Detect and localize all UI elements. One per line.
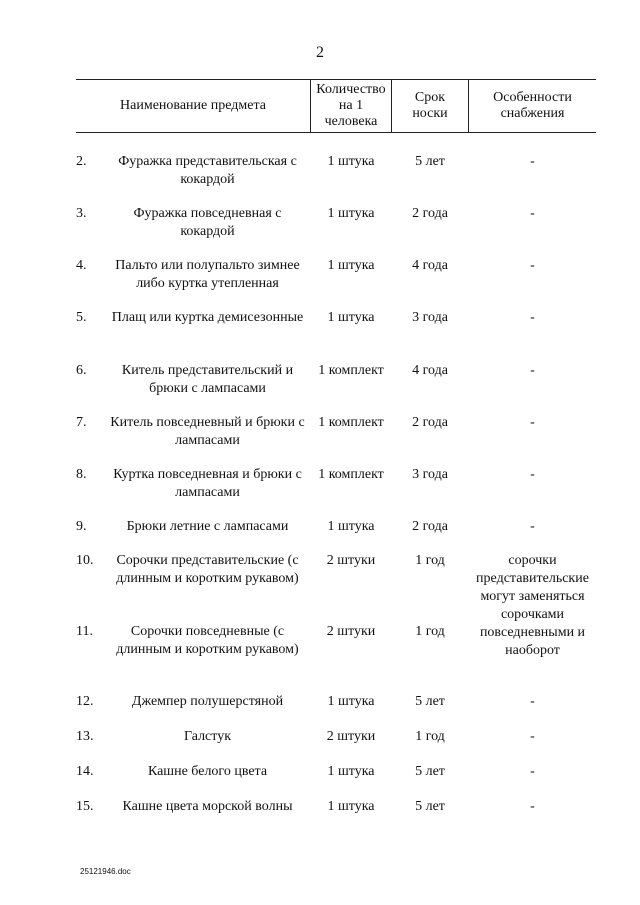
item-name: Фуражка повседневная с кокардой [133, 206, 282, 239]
row-number: 3. [76, 206, 87, 221]
item-quantity: 2 штуки [326, 729, 376, 744]
item-note: - [530, 519, 535, 534]
item-name: Галстук [183, 729, 232, 744]
row-number: 5. [76, 310, 87, 325]
row-number: 13. [76, 729, 94, 744]
item-term: 5 лет [415, 799, 445, 814]
item-name: Сорочки повседневные (с длинным и коротким рукавом) [116, 624, 299, 657]
footer-filename: 25121946.doc [80, 867, 131, 876]
item-name: Плащ или куртка демисезонные [111, 310, 304, 325]
table-header-rule [76, 132, 596, 133]
item-quantity: 2 штуки [326, 553, 376, 568]
row-number: 12. [76, 694, 94, 709]
item-note: - [530, 258, 535, 273]
item-note: - [530, 154, 535, 169]
item-quantity: 1 комплект [318, 415, 384, 430]
item-name: Брюки летние с лампасами [126, 519, 289, 534]
item-quantity: 1 штука [327, 694, 375, 709]
item-quantity: 1 комплект [318, 467, 384, 482]
item-note: - [530, 467, 535, 482]
item-note: - [530, 206, 535, 221]
item-quantity: 1 комплект [318, 363, 384, 378]
item-quantity: 1 штука [327, 258, 375, 273]
row-number: 9. [76, 519, 87, 534]
item-term: 3 года [412, 467, 448, 482]
header-notes: Особенности снабжения [493, 90, 572, 121]
item-term: 1 год [415, 624, 445, 639]
item-quantity: 1 штука [327, 799, 375, 814]
item-name: Кашне цвета морской волны [122, 799, 293, 814]
row-number: 10. [76, 553, 94, 568]
item-term: 5 лет [415, 154, 445, 169]
item-name: Сорочки представительские (с длинным и коротким рукавом) [116, 553, 299, 586]
item-term: 2 года [412, 206, 448, 221]
item-name: Фуражка представительская с кокардой [118, 154, 297, 187]
item-term: 2 года [412, 519, 448, 534]
item-quantity: 1 штука [327, 310, 375, 325]
item-term: 2 года [412, 415, 448, 430]
item-note: - [530, 799, 535, 814]
item-note: - [530, 415, 535, 430]
item-term: 3 года [412, 310, 448, 325]
item-name: Пальто или полупальто зимнее либо куртка утепленная [115, 258, 300, 291]
item-quantity: 1 штука [327, 154, 375, 169]
item-name: Кашне белого цвета [147, 764, 268, 779]
header-quantity: Количество на 1 человека [316, 82, 386, 129]
item-term: 5 лет [415, 694, 445, 709]
shared-note-rows-10-11: сорочки представительские могут заменяться сорочками повседневными и наоборот [476, 553, 589, 658]
item-term: 5 лет [415, 764, 445, 779]
item-term: 4 года [412, 363, 448, 378]
item-term: 4 года [412, 258, 448, 273]
row-number: 2. [76, 154, 87, 169]
item-note: - [530, 310, 535, 325]
item-term: 1 год [415, 553, 445, 568]
row-number: 14. [76, 764, 94, 779]
row-number: 6. [76, 363, 87, 378]
item-name: Куртка повседневная и брюки с лампасами [113, 467, 302, 500]
item-note: - [530, 729, 535, 744]
item-name: Китель представительский и брюки с лампасами [121, 363, 294, 396]
header-name: Наименование предмета [120, 98, 266, 113]
item-name: Джемпер полушерстяной [131, 694, 284, 709]
row-number: 11. [76, 624, 93, 639]
item-quantity: 2 штуки [326, 624, 376, 639]
item-note: - [530, 694, 535, 709]
item-term: 1 год [415, 729, 445, 744]
row-number: 7. [76, 415, 87, 430]
item-quantity: 1 штука [327, 764, 375, 779]
item-quantity: 1 штука [327, 206, 375, 221]
header-term: Срок носки [412, 90, 448, 121]
item-note: - [530, 363, 535, 378]
row-number: 8. [76, 467, 87, 482]
item-name: Китель повседневный и брюки с лампасами [110, 415, 305, 448]
row-number: 4. [76, 258, 87, 273]
item-quantity: 1 штука [327, 519, 375, 534]
row-number: 15. [76, 799, 94, 814]
item-note: - [530, 764, 535, 779]
page-number: 2 [316, 44, 324, 61]
